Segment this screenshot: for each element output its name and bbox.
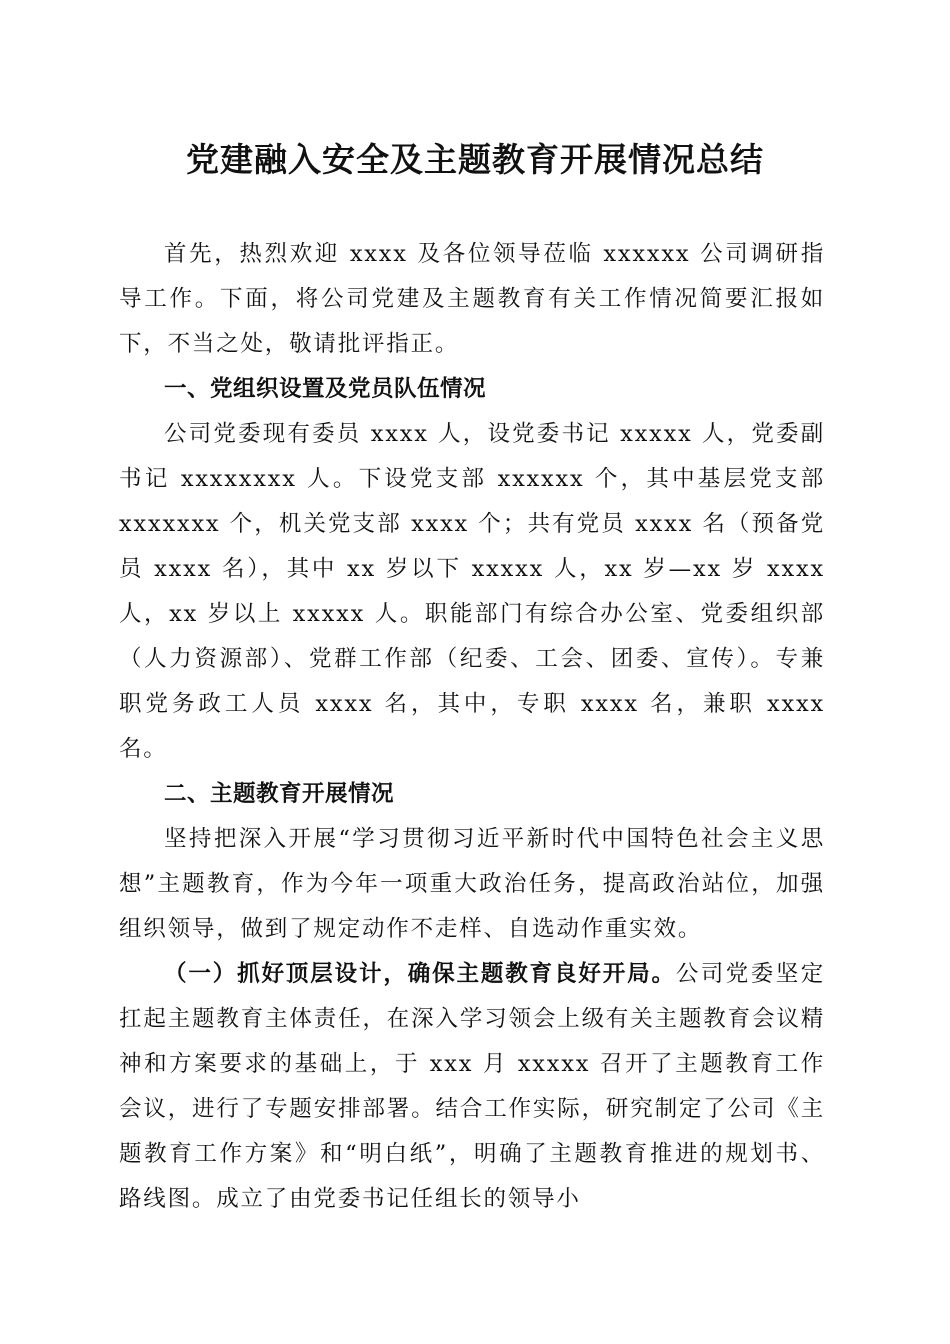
subsection-1-text: 公司党委坚定扛起主题教育主体责任，在深入学习领会上级有关主题教育会议精神和方案要求的基础上，于 xxx 月 xxxxx 召开了主题教育工作会议，进行了专题安排部署。结合工作实际，研究制定了公司《主题教育工作方案》和“明白纸”，明确了主题教育推进的规划书、路线图。成立了由党委书记任组长的领导小 [119,961,825,1212]
subsection-1-paragraph [119,952,825,1222]
section-1-paragraph: 公司党委现有委员 xxxx 人，设党委书记 xxxxx 人，党委副书记 xxxxxxxx 人。下设党支部 xxxxxx 个，其中基层党支部 xxxxxxx 个，机关党支部 xxxx 个；共有党员 xxxx 名（预备党员 xxxx 名），其中 xx 岁以下 xxxxx 人，xx 岁—xx 岁 xxxx 人，xx 岁以上 xxxxx 人。职能部门有综合办公室、党委组织部（人力资源部）、党群工作部（纪委、工会、团委、宣传）。专兼职党务政工人员 xxxx 名，其中，专职 xxxx 名，兼职 xxxx 名。 [119,421,825,762]
subsection-1-heading: （一）抓好顶层设计，确保主题教育良好开局。 [164,961,676,987]
document-body [119,232,825,1222]
section-2-heading: 二、主题教育开展情况 [164,781,395,807]
document-title: 党建融入安全及主题教育开展情况总结 [186,140,764,179]
intro-paragraph: 首先，热烈欢迎 xxxx 及各位领导莅临 xxxxxx 公司调研指导工作。下面，将公司党建及主题教育有关工作情况简要汇报如下，不当之处，敬请批评指正。 [119,241,825,357]
section-2-paragraph: 坚持把深入开展“学习贯彻习近平新时代中国特色社会主义思想”主题教育，作为今年一项重大政治任务，提高政治站位，加强组织领导，做到了规定动作不走样、自选动作重实效。 [119,826,825,942]
section-1-heading: 一、党组织设置及党员队伍情况 [164,376,487,402]
